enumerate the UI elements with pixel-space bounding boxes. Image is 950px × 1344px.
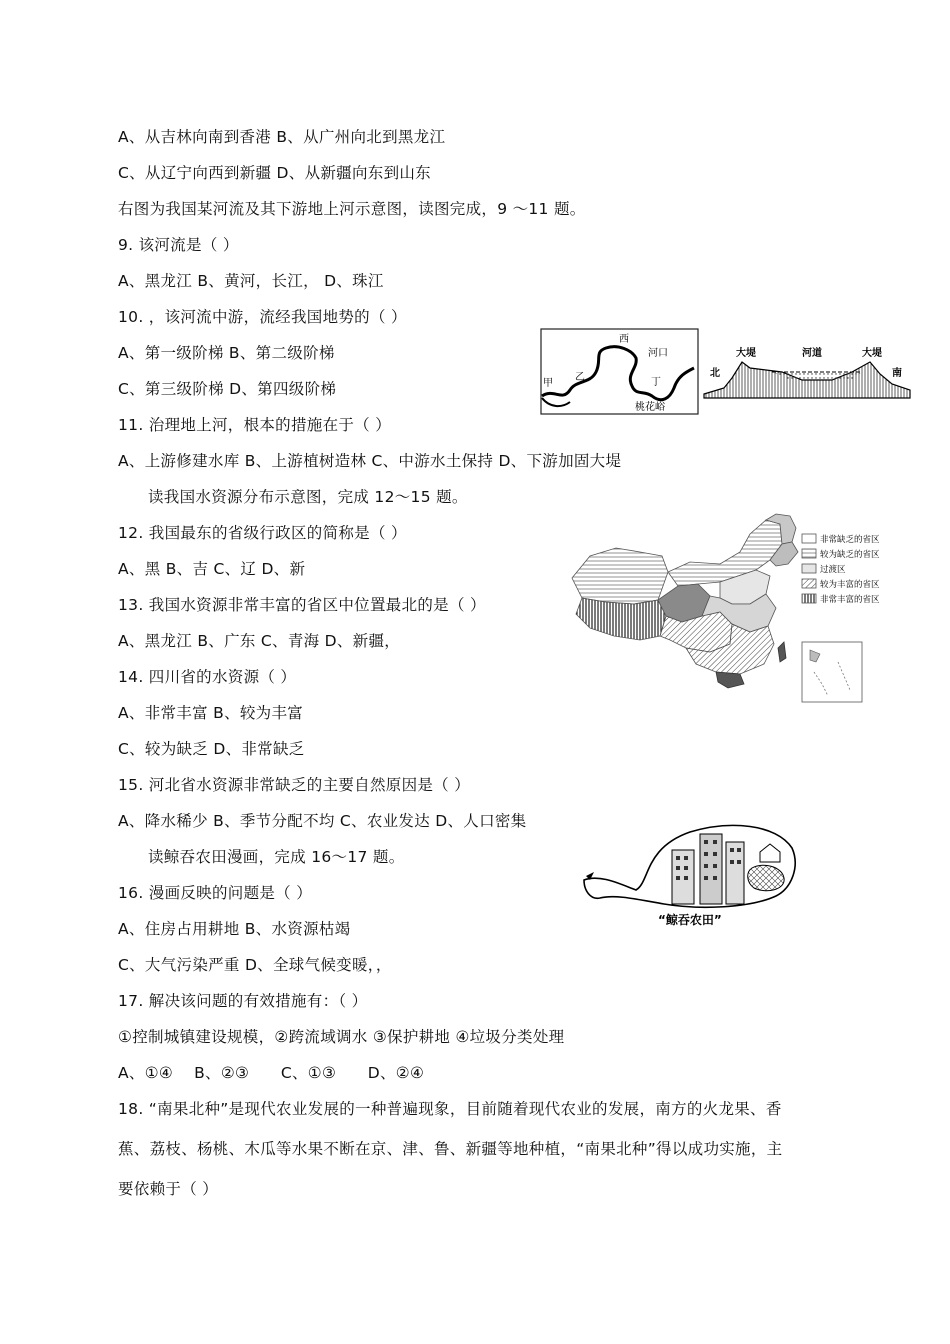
question-16: 16. 漫画反映的问题是（ ） — [118, 884, 313, 902]
label-north: 北 — [710, 368, 720, 379]
legend-label: 非常缺乏的省区 — [820, 535, 880, 545]
building-icon — [700, 834, 722, 904]
question-13: 13. 我国水资源非常丰富的省区中位置最北的是（ ） — [118, 596, 486, 614]
question-11: 11. 治理地上河，根本的措施在于（ ） — [118, 416, 392, 434]
label-xi: 西 — [619, 334, 629, 345]
map-legend — [802, 534, 880, 605]
legend-label: 较为丰富的省区 — [820, 580, 880, 590]
label-yi: 乙 — [575, 372, 585, 383]
section-intro: 读我国水资源分布示意图，完成 12～15 题。 — [148, 488, 468, 506]
section-intro: 读鲸吞农田漫画，完成 16～17 题。 — [148, 848, 405, 866]
label-left-dike: 大堤 — [736, 348, 756, 359]
options-9: A、黑龙江 B、黄河，长江， D、珠江 — [118, 272, 384, 290]
region-hainan-area — [716, 672, 744, 688]
question-12: 12. 我国最东的省级行政区的简称是（ ） — [118, 524, 407, 542]
farmland-icon — [748, 865, 784, 891]
legend-swatch-very-rich — [802, 594, 816, 603]
label-taohuayu: 桃花峪 — [635, 402, 665, 413]
region-tibet — [576, 598, 666, 640]
legend-swatch-rich — [802, 579, 816, 588]
options-16: A、住房占用耕地 B、水资源枯竭 — [118, 920, 351, 938]
options-12: A、黑 B、吉 C、辽 D、新 — [118, 560, 306, 578]
legend-swatch-scarce — [802, 549, 816, 558]
whale-cartoon — [580, 818, 800, 930]
label-hekou: 河口 — [648, 348, 668, 359]
label-right-dike: 大堤 — [862, 348, 882, 359]
cartoon-caption: “鲸吞农田” — [658, 913, 722, 927]
region-sichuan — [660, 612, 732, 652]
legend-label: 非常丰富的省区 — [820, 595, 880, 605]
label-jia: 甲 — [543, 378, 553, 389]
legend-swatch-transition — [802, 564, 816, 573]
options-13: A、黑龙江 B、广东 C、青海 D、新疆， — [118, 632, 401, 650]
options-17: A、①④ B、②③ C、①③ D、②④ — [118, 1064, 425, 1082]
question-18: 18. “南果北种”是现代农业发展的一种普遍现象，目前随着现代农业的发展，南方的火龙果、香 — [118, 1100, 782, 1118]
options-16: C、大气污染严重 D、全球气候变暖，， — [118, 956, 392, 974]
options-11: A、上游修建水库 B、上游植树造林 C、中游水土保持 D、下游加固大堤 — [118, 452, 622, 470]
options-14: A、非常丰富 B、较为丰富 — [118, 704, 304, 722]
river-map-figure — [540, 328, 700, 416]
text-line: 右图为我国某河流及其下游地上河示意图，读图完成，9 ～11 题。 — [118, 200, 586, 218]
label-south: 南 — [892, 368, 902, 379]
label-ding: 丁 — [651, 377, 661, 388]
water-resources-map — [570, 512, 910, 704]
question-17: 17. 解决该问题的有效措施有：（ ） — [118, 992, 368, 1010]
region-taiwan — [778, 642, 786, 662]
region-xinjiang — [572, 548, 668, 604]
options-10: A、第一级阶梯 B、第二级阶梯 — [118, 344, 335, 362]
text-line: C、从辽宁向西到新疆 D、从新疆向东到山东 — [118, 164, 431, 182]
question-18: 蕉、荔枝、杨桃、木瓜等水果不断在京、津、鲁、新疆等地种植，“南果北种”得以成功实施，主 — [118, 1140, 783, 1158]
question-15: 15. 河北省水资源非常缺乏的主要自然原因是（ ） — [118, 776, 471, 794]
statements-17: ①控制城镇建设规模，②跨流域调水 ③保护耕地 ④垃圾分类处理 — [118, 1028, 565, 1046]
label-channel: 河道 — [802, 348, 822, 359]
legend-label: 较为缺乏的省区 — [820, 550, 880, 560]
question-14: 14. 四川省的水资源（ ） — [118, 668, 297, 686]
options-10: C、第三级阶梯 D、第四级阶梯 — [118, 380, 337, 398]
building-icon — [726, 842, 744, 904]
question-18: 要依赖于（ ） — [118, 1180, 219, 1198]
question-10: 10. ，该河流中游，流经我国地势的（ ） — [118, 308, 407, 326]
levee-cross-section — [702, 344, 914, 400]
options-14: C、较为缺乏 D、非常缺乏 — [118, 740, 305, 758]
legend-label: 过渡区 — [820, 565, 846, 575]
legend-swatch-very-scarce — [802, 534, 816, 543]
question-9: 9. 该河流是（ ） — [118, 236, 239, 254]
options-15: A、降水稀少 B、季节分配不均 C、农业发达 D、人口密集 — [118, 812, 527, 830]
text-line: A、从吉林向南到香港 B、从广州向北到黑龙江 — [118, 128, 446, 146]
building-icon — [672, 850, 694, 904]
